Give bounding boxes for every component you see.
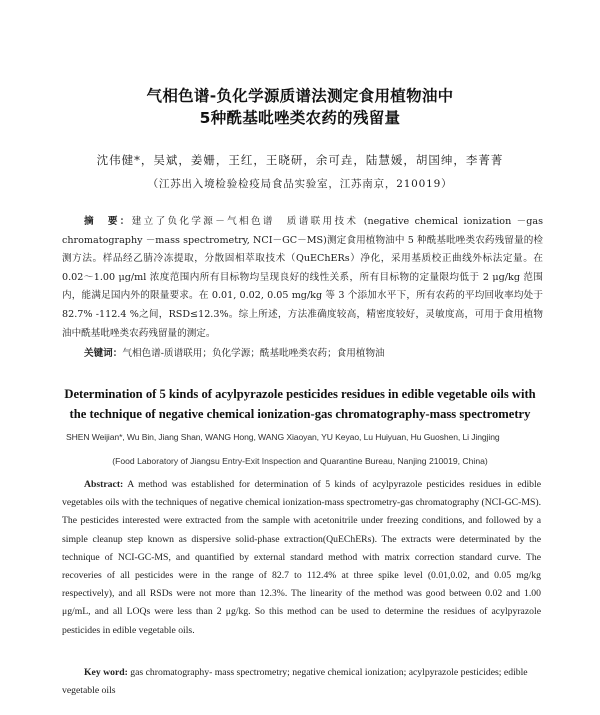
chinese-authors: 沈伟健*，吴斌，姜姗，王红，王晓研，余可垚，陆慧媛，胡国绅，李菁菁 [96,153,504,167]
english-keywords-text: gas chromatography- mass spectrometry; negative chemical ionization; acylpyrazole pesticides; edible vegetable oils [62,667,528,697]
chinese-keywords-label: 关键词： [84,348,123,359]
chinese-abstract-text: 建立了负化学源－气相色谱 质谱联用技术 (negative chemical ionization －gas chromatography －mass spectrometry, NCI－GC－MS)测定食用植物油中 5 种酰基吡唑类农药残留量的检测方法。样品经乙腈冷冻提取，分散固相萃取技术（QuEChERs）净化，采用基质校正曲线外标法定量。在 0.02～1.00 μg/ml 浓度范围内所有目标物均呈现良好的线性关系，所有目标物的定量限均低于 2 μg/kg 范围内，能满足国内外的限量要求。在 0.01, 0.02, 0.05 mg/kg 等 3 个添加水平下，所有农药的平均回收率均处于 82.7% -112.4 %之间，RSD≤12.3%。综上所述，方法准确度较高，精密度较好，灵敏度高，可用于食用植物油中酰基吡唑类农药残留量的测定。 [62,216,544,339]
english-abstract-text: A method was established for determination of 5 kinds of acylpyrazole pesticides residues in edible vegetables oils with the techniques of negative chemical ionization-mass spectrometry-gas chromatography (NCI-GC-MS). The pesticides interested were extracted from the sample with acetonitrile under freezing conditions, and followed by a simple cleanup step known as dispersive solid-phase extraction(QuEChERs). The extracts were determinated by the technique of NCI-GC-MS, and quantified by external standard method with matrix correction standard curve. The recoveries of all pesticides were in the range of 82.7 to 112.4% at three spike level (0.01,0.02, and 0.05 mg/kg respectively), and all RSDs were not more than 12.3%. The linearity of the method was good between 0.02 and 1.00 μg/mL, and all LOQs were less than 2 μg/kg. So this method can be used to determine the residues of acylpyrazole pesticides in edible vegetable oils. [62,479,542,636]
english-title-line-1: Determination of 5 kinds of acylpyrazole pesticides residues in edible vegetable oils with [64,387,536,401]
english-abstract-label: Abstract: [84,479,124,490]
chinese-title-line-1: 气相色谱-负化学源质谱法测定食用植物油中 [146,87,454,105]
english-title-line-2: the technique of negative chemical ionization-gas chromatography-mass spectrometry [69,407,531,421]
english-abstract [62,476,541,640]
chinese-affiliation: （江苏出入境检验检疫局食品实验室，江苏南京，210019） [147,178,453,190]
english-keywords [62,664,541,700]
english-authors: SHEN Weijian*, Wu Bin, Jiang Shan, WANG Hong, WANG Xiaoyan, YU Keyao, Lu Huiyuan, Hu Guoshen, Li Jingjing [66,432,500,442]
chinese-keywords [84,345,544,363]
chinese-title-line-2: 5种酰基吡唑类农药的残留量 [199,109,401,127]
chinese-abstract-label: 摘 要： [84,216,132,227]
chinese-abstract [62,213,543,343]
english-affiliation: (Food Laboratory of Jiangsu Entry-Exit Inspection and Quarantine Bureau, Nanjing 210019, China) [112,456,488,466]
chinese-keywords-text: 气相色谱-质谱联用；负化学源；酰基吡唑类农药；食用植物油 [122,348,385,359]
english-keywords-label: Key word: [84,667,128,678]
